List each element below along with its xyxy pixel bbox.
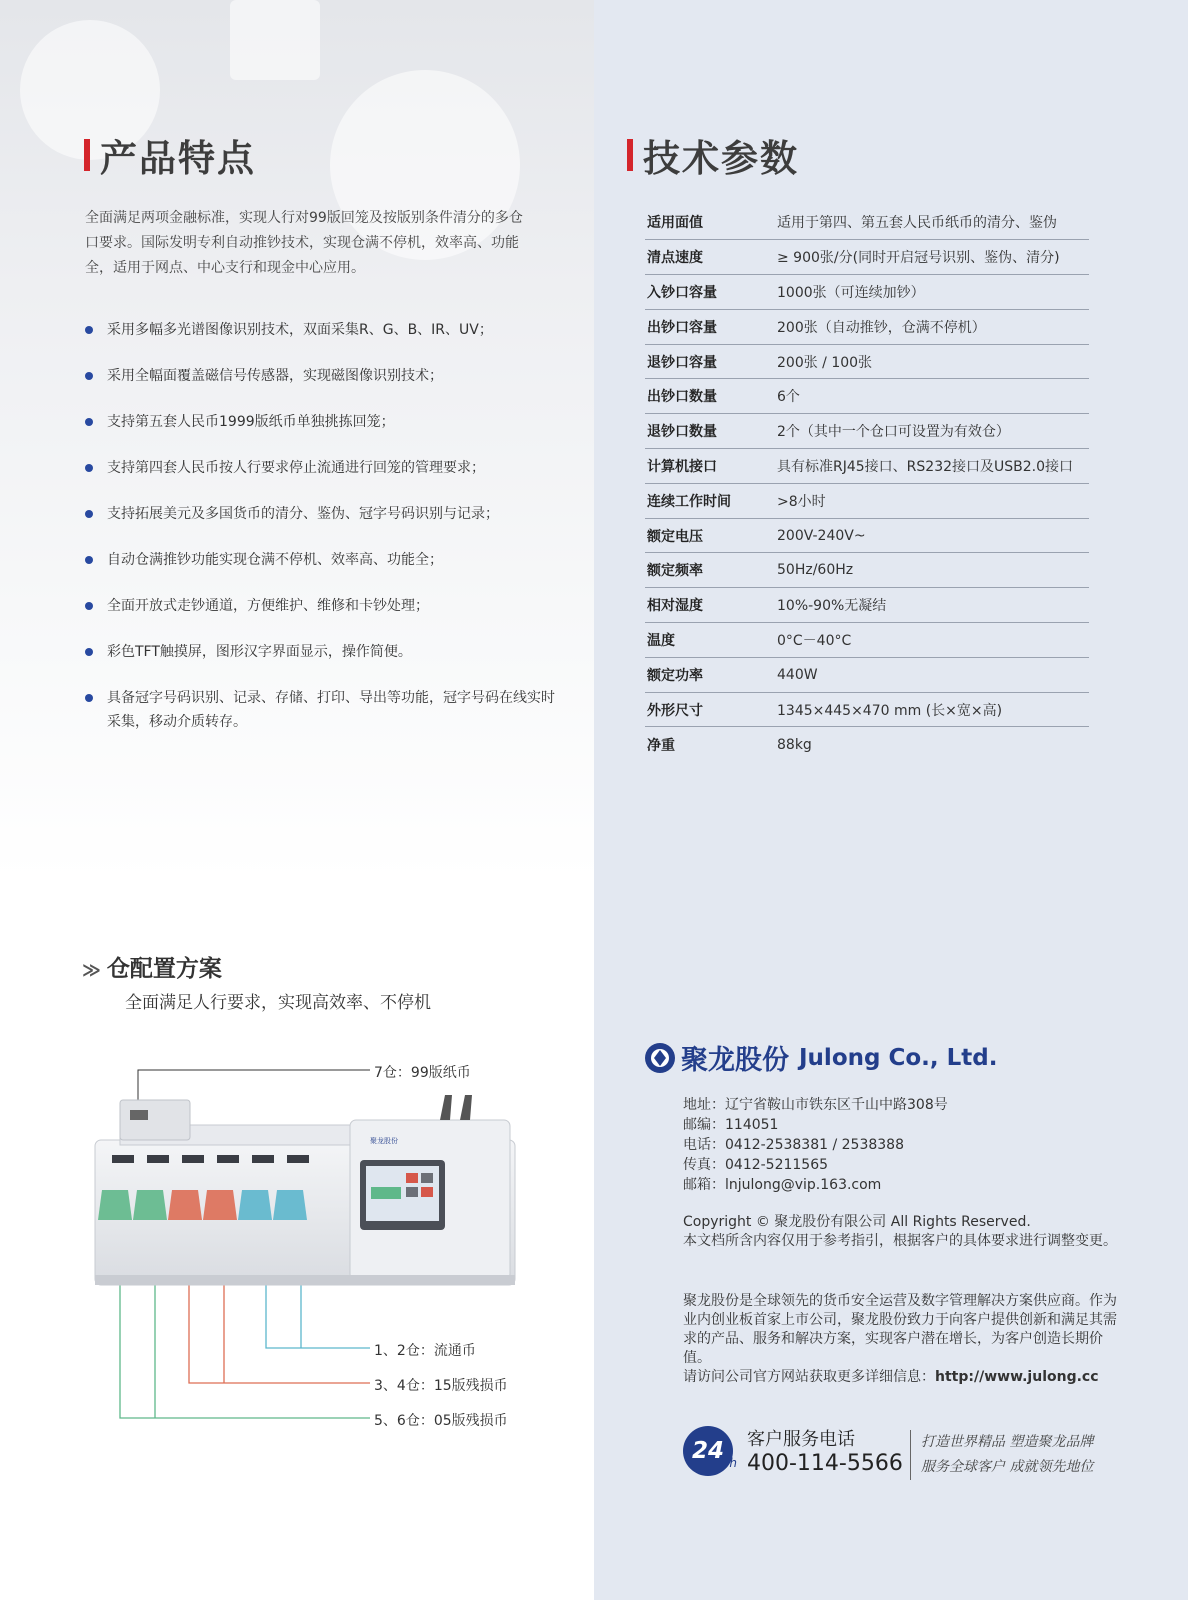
features-list <box>85 318 555 756</box>
feature-item: 支持第五套人民币1999版纸币单独挑拣回笼； <box>85 410 555 434</box>
bin-slot <box>112 1155 134 1163</box>
background-decoration <box>230 0 320 80</box>
bin-slot <box>147 1155 169 1163</box>
spec-key: 外形尺寸 <box>645 692 777 727</box>
hotline-number[interactable]: 400-114-5566 <box>747 1451 903 1476</box>
spec-key: 相对湿度 <box>645 588 777 623</box>
spec-value: ≥ 900张/分(同时开启冠号识别、鉴伪、清分) <box>777 240 1089 275</box>
slogan <box>910 1430 1093 1480</box>
24h-badge-icon: 24 h <box>683 1426 733 1476</box>
spec-value: 200V-240V~ <box>777 518 1089 553</box>
spec-value: 200张 / 100张 <box>777 344 1089 379</box>
spec-value: 2个（其中一个仓口可设置为有效仓） <box>777 414 1089 449</box>
config-subtitle: 全面满足人行要求，实现高效率、不停机 <box>125 993 431 1013</box>
spec-row <box>645 379 1089 414</box>
callout-bin34: 3、4仓：15版残损币 <box>374 1378 508 1394</box>
spec-key: 清点速度 <box>645 240 777 275</box>
spec-row <box>645 414 1089 449</box>
company-name-en: Julong Co., Ltd. <box>799 1044 998 1071</box>
spec-key: 额定电压 <box>645 518 777 553</box>
spec-key: 入钞口容量 <box>645 275 777 310</box>
spec-row <box>645 623 1089 658</box>
features-intro: 全面满足两项金融标准，实现人行对99版回笼及按版别条件清分的多仓口要求。国际发明专利自动推钞技术，实现仓满不停机，效率高、功能全，适用于网点、中心支行和现金中心应用。 <box>85 210 523 276</box>
feature-item: 支持第四套人民币按人行要求停止流通进行回笼的管理要求； <box>85 456 555 480</box>
spec-row <box>645 205 1089 240</box>
spec-key: 净重 <box>647 737 675 754</box>
spec-value: 10%-90%无凝结 <box>777 588 1089 623</box>
spec-value: 具有标准RJ45接口、RS232接口及USB2.0接口 <box>777 449 1089 484</box>
touchscreen-chart <box>371 1187 401 1199</box>
contact-phone: 电话：0412-2538381 / 2538388 <box>683 1137 904 1153</box>
bullet-dot-icon <box>85 418 93 426</box>
contact-postcode: 邮编：114051 <box>683 1117 779 1133</box>
spec-key: 温度 <box>645 623 777 658</box>
spec-key: 退钞口容量 <box>645 344 777 379</box>
title-accent-bar <box>627 139 633 171</box>
spec-row <box>645 449 1089 484</box>
copyright: Copyright © 聚龙股份有限公司 All Rights Reserved. <box>683 1214 1031 1230</box>
bin-slot <box>217 1155 239 1163</box>
spec-value: 200张（自动推钞，仓满不停机） <box>777 309 1089 344</box>
hotline-block <box>683 1425 903 1476</box>
spec-value: 88kg <box>777 736 812 753</box>
hotline-text <box>747 1425 903 1476</box>
bin-tray-6 <box>133 1190 167 1220</box>
features-title-text: 产品特点 <box>100 137 256 180</box>
machine-hopper-slot <box>130 1110 148 1120</box>
contact-address: 地址：辽宁省鞍山市铁东区千山中路308号 <box>683 1097 948 1113</box>
bullet-dot-icon <box>85 556 93 564</box>
bullet-dot-icon <box>85 464 93 472</box>
config-title <box>82 950 222 983</box>
feature-item: 自动仓满推钞功能实现仓满不停机、效率高、功能全； <box>85 548 555 572</box>
spec-row <box>645 275 1089 310</box>
spec-key: 计算机接口 <box>645 449 777 484</box>
spec-value: 0°C－40°C <box>777 623 1089 658</box>
spec-table <box>645 205 1089 762</box>
spec-row <box>645 518 1089 553</box>
specs-title-text: 技术参数 <box>643 137 799 180</box>
spec-value: 440W <box>777 657 1089 692</box>
disclaimer: 本文档所含内容仅用于参考指引，根据客户的具体要求进行调整变更。 <box>683 1233 1117 1249</box>
spec-value: 1345×445×470 mm (长×宽×高) <box>777 692 1089 727</box>
spec-row <box>645 727 1089 762</box>
banknote-sorter-machine <box>90 1095 530 1295</box>
bin-tray-3 <box>168 1190 202 1220</box>
contact-block <box>683 1095 948 1195</box>
spec-key: 适用面值 <box>645 205 777 240</box>
company-logo <box>643 1038 997 1077</box>
features-title <box>84 128 256 182</box>
hotline-label: 客户服务电话 <box>747 1429 855 1450</box>
machine-feeder-arm <box>440 1095 472 1120</box>
spec-key: 出钞口容量 <box>645 309 777 344</box>
bin-tray-2 <box>273 1190 307 1220</box>
spec-value: 1000张（可连续加钞） <box>777 275 1089 310</box>
bullet-dot-icon <box>85 510 93 518</box>
bullet-dot-icon <box>85 694 93 702</box>
touchscreen-tile <box>406 1187 418 1197</box>
machine-brand-label: 聚龙股份 <box>370 1137 398 1145</box>
machine-base <box>95 1275 515 1285</box>
bullet-dot-icon <box>85 648 93 656</box>
specs-title <box>627 128 799 182</box>
feature-item: 采用全幅面覆盖磁信号传感器，实现磁图像识别技术； <box>85 364 555 388</box>
spec-key: 连续工作时间 <box>645 483 777 518</box>
bin-tray-5 <box>98 1190 132 1220</box>
spec-row <box>645 692 1089 727</box>
contact-email[interactable]: 邮箱：lnjulong@vip.163.com <box>683 1177 882 1193</box>
feature-item: 具备冠字号码识别、记录、存储、打印、导出等功能，冠字号码在线实时采集，移动介质转存。 <box>85 686 555 734</box>
title-accent-bar <box>84 139 90 171</box>
spec-value: 6个 <box>777 379 1089 414</box>
slogan-line-1: 打造世界精品 塑造聚龙品牌 <box>921 1434 1094 1450</box>
spec-row <box>645 588 1089 623</box>
feature-item: 全面开放式走钞通道，方便维护、维修和卡钞处理； <box>85 594 555 618</box>
company-name-cn: 聚龙股份 <box>681 1045 789 1076</box>
spec-key: 额定频率 <box>645 553 777 588</box>
slogan-line-2: 服务全球客户 成就领先地位 <box>921 1459 1094 1475</box>
spec-value: 50Hz/60Hz <box>777 553 1089 588</box>
contact-fax: 传真：0412-5211565 <box>683 1157 829 1173</box>
spec-row <box>645 553 1089 588</box>
touchscreen-tile <box>421 1187 433 1197</box>
spec-row <box>645 483 1089 518</box>
julong-logo-icon <box>643 1041 677 1075</box>
spec-key: 退钞口数量 <box>645 414 777 449</box>
spec-key: 额定功率 <box>645 657 777 692</box>
spec-row <box>645 309 1089 344</box>
spec-row <box>645 240 1089 275</box>
about-company: 聚龙股份是全球领先的货币安全运营及数字管理解决方案供应商。作为业内创业板首家上市公司，聚龙股份致力于向客户提供创新和满足其需求的产品、服务和解决方案，实现客户潜在增长，为客户创造长期价值。 <box>683 1293 1117 1366</box>
bullet-dot-icon <box>85 326 93 334</box>
spec-key: 出钞口数量 <box>645 379 777 414</box>
feature-item: 采用多幅多光谱图像识别技术，双面采集R、G、B、IR、UV； <box>85 318 555 342</box>
config-title-text: 仓配置方案 <box>106 956 222 982</box>
double-chevron-icon: ≫ <box>82 960 101 981</box>
website-line: 请访问公司官方网站获取更多详细信息：http://www.julong.cc <box>683 1369 1099 1385</box>
website-link[interactable]: http://www.julong.cc <box>935 1369 1099 1385</box>
copyright-block <box>683 1213 1123 1251</box>
touchscreen-tile <box>406 1173 418 1183</box>
feature-item: 支持拓展美元及多国货币的清分、鉴伪、冠字号码识别与记录； <box>85 502 555 526</box>
callout-bin56: 5、6仓：05版残损币 <box>374 1413 508 1429</box>
bullet-dot-icon <box>85 372 93 380</box>
bin-tray-1 <box>238 1190 272 1220</box>
bin-slot <box>287 1155 309 1163</box>
spec-row <box>645 657 1089 692</box>
callout-bin7: 7仓：99版纸币 <box>374 1065 471 1081</box>
bullet-dot-icon <box>85 602 93 610</box>
feature-item: 彩色TFT触摸屏，图形汉字界面显示，操作简便。 <box>85 640 555 664</box>
spec-row <box>645 344 1089 379</box>
spec-value: >8小时 <box>777 483 1089 518</box>
about-block <box>683 1292 1123 1387</box>
spec-value: 适用于第四、第五套人民币纸币的清分、鉴伪 <box>777 205 1089 240</box>
bin-slot <box>182 1155 204 1163</box>
touchscreen-tile <box>421 1173 433 1183</box>
bin-tray-4 <box>203 1190 237 1220</box>
bin-slot <box>252 1155 274 1163</box>
callout-bin12: 1、2仓：流通币 <box>374 1343 476 1359</box>
